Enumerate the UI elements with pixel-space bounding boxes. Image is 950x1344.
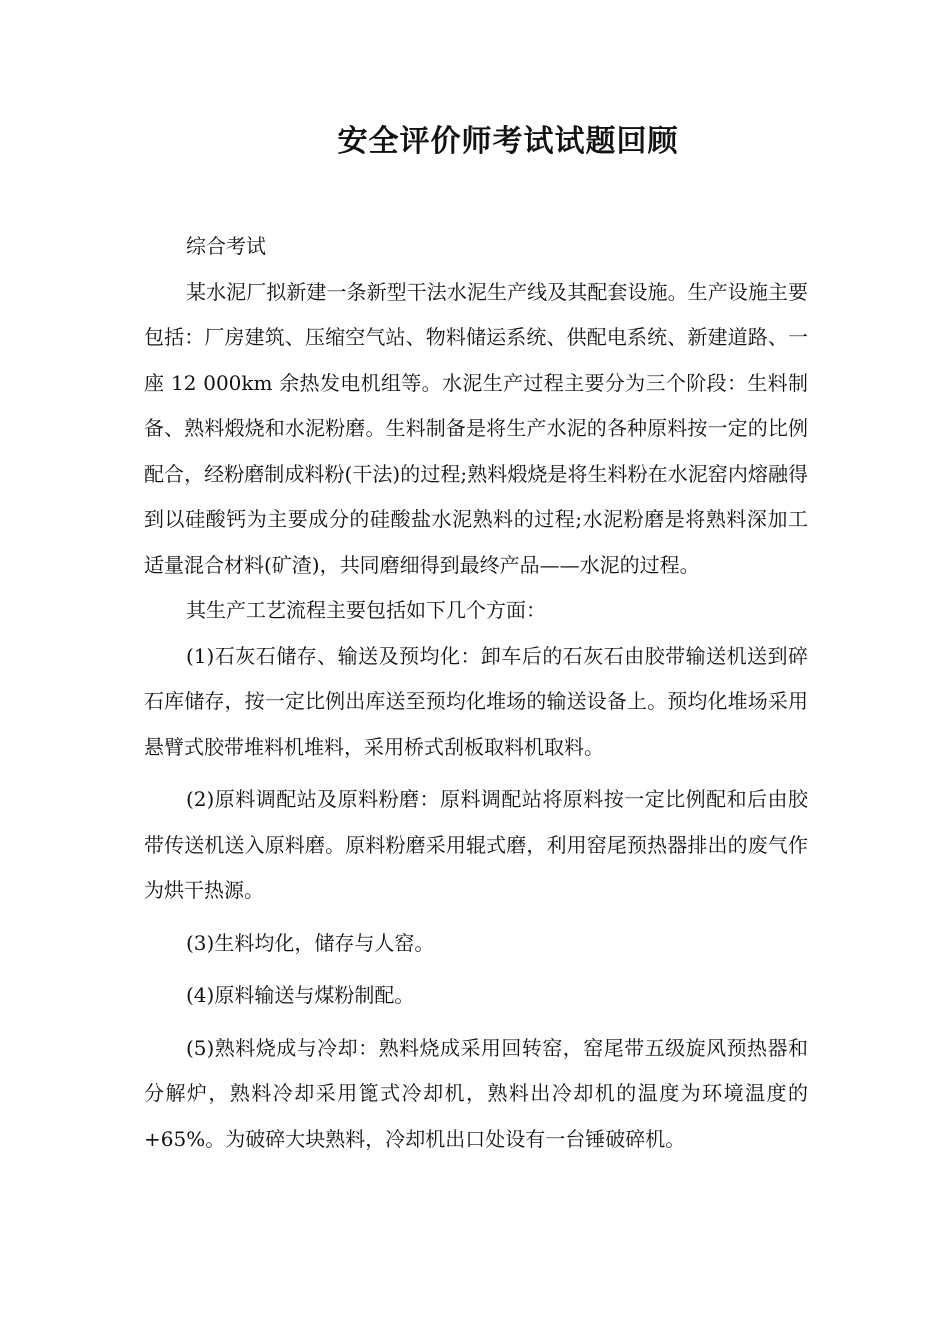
process-item-2: (2)原料调配站及原料粉磨：原料调配站将原料按一定比例配和后由胶带传送机送入原料磨。原料粉磨采用辊式磨，利用窑尾预热器排出的废气作为烘干热源。	[144, 787, 808, 902]
section-label: 综合考试	[186, 234, 266, 258]
document-body	[144, 224, 808, 1162]
process-item-5: (5)熟料烧成与冷却：熟料烧成采用回转窑，窑尾带五级旋风预热器和分解炉，熟料冷却采用篦式冷却机，熟料出冷却机的温度为环境温度的+65%。为破碎大块熟料，冷却机出口处设有一台锤破碎机。	[144, 1035, 808, 1151]
paragraph-intro: 某水泥厂拟新建一条新型干法水泥生产线及其配套设施。生产设施主要包括：厂房建筑、压缩空气站、物料储运系统、供配电系统、新建道路、一座 12 000km 余热发电机组等。水泥生产过程主要分为三个阶段：生料制备、熟料煅烧和水泥粉磨。生料制备是将生产水泥的各种原料按一定的比例配合，经粉磨制成料粉(干法)的过程;熟料煅烧是将生料粉在水泥窑内熔融得到以硅酸钙为主要成分的硅酸盐水泥熟料的过程;水泥粉磨是将熟料深加工适量混合材料(矿渣)，共同磨细得到最终产品——水泥的过程。	[144, 279, 808, 577]
document-title: 安全评价师考试试题回顾	[337, 124, 679, 159]
process-item-4: (4)原料输送与煤粉制配。	[186, 983, 415, 1007]
paragraph-process-heading: 其生产工艺流程主要包括如下几个方面：	[186, 598, 546, 622]
process-item-1: (1)石灰石储存、输送及预均化：卸车后的石灰石由胶带输送机送到碎石库储存，按一定比例出库送至预均化堆场的输送设备上。预均化堆场采用悬臂式胶带堆料机堆料，采用桥式刮板取料机取料。	[144, 643, 808, 759]
process-item-3: (3)生料均化，储存与人窑。	[186, 930, 435, 955]
